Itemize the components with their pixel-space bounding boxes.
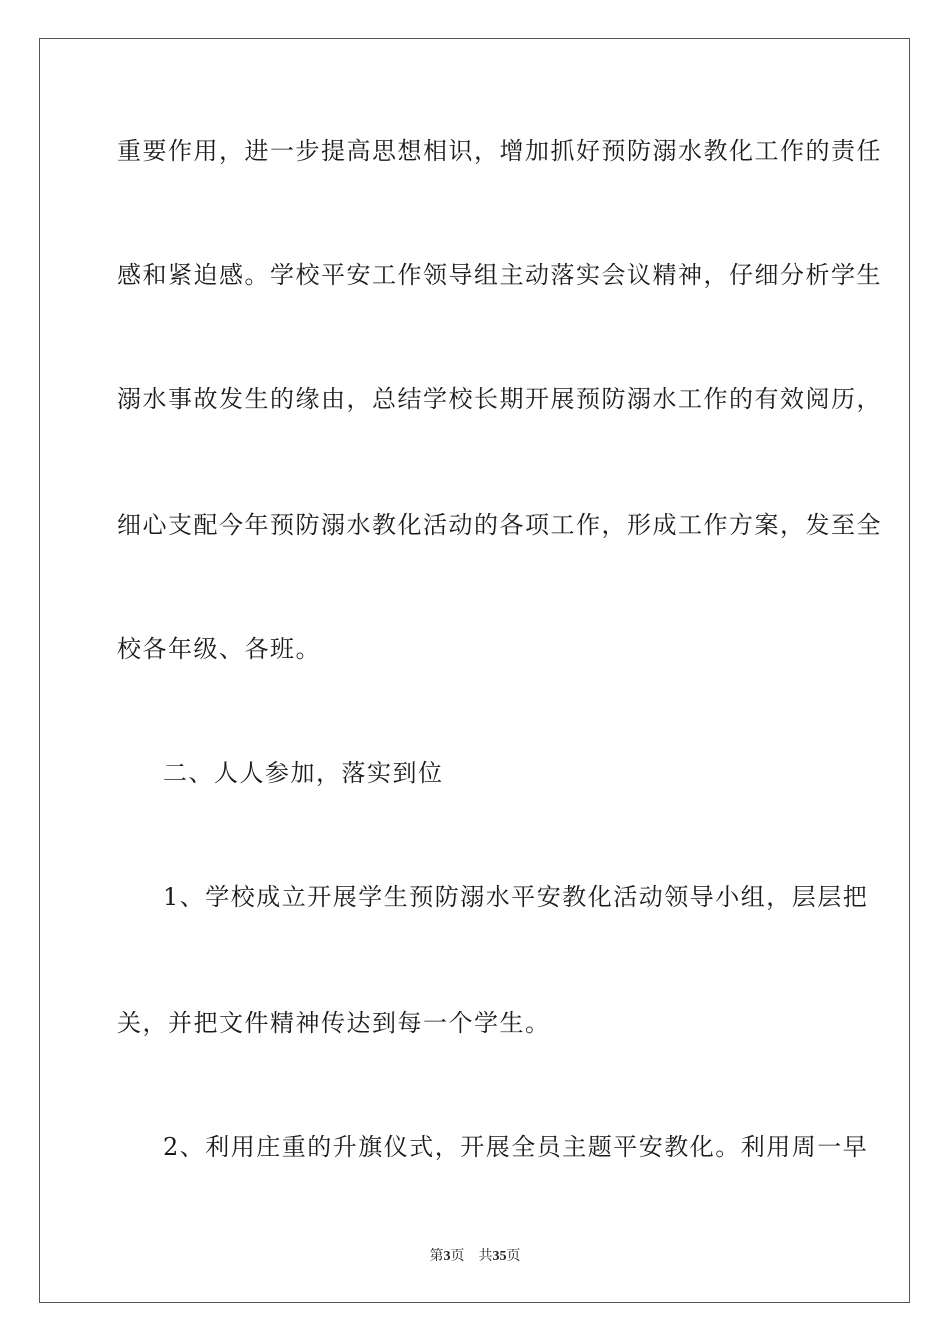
footer-total-prefix: 共 — [478, 1249, 493, 1264]
body-text-line: 溺水事故发生的缘由，总结学校长期开展预防溺水工作的有效阅历， — [117, 385, 882, 413]
footer-total-suffix: 页 — [506, 1249, 521, 1264]
body-text-line: 细心支配今年预防溺水教化活动的各项工作，形成工作方案，发至全 — [117, 511, 882, 539]
body-text-line: 重要作用，进一步提高思想相识，增加抓好预防溺水教化工作的责任 — [117, 137, 882, 165]
footer-current-page: 3 — [443, 1249, 451, 1264]
body-text-line: 关，并把文件精神传达到每一个学生。 — [117, 1009, 551, 1037]
footer-page-suffix: 页 — [450, 1249, 465, 1264]
body-text-line: 2、利用庄重的升旗仪式，开展全员主题平安教化。利用周一早 — [163, 1133, 869, 1161]
section-heading: 二、人人参加，落实到位 — [163, 759, 444, 787]
body-text-line: 1、学校成立开展学生预防溺水平安教化活动领导小组，层层把 — [163, 883, 869, 911]
page-border — [39, 38, 910, 1303]
body-text-line: 感和紧迫感。学校平安工作领导组主动落实会议精神，仔细分析学生 — [117, 261, 882, 289]
page-footer — [0, 1248, 950, 1266]
footer-page-prefix: 第 — [429, 1249, 444, 1264]
body-text-line: 校各年级、各班。 — [117, 635, 321, 663]
footer-total-pages: 35 — [492, 1249, 507, 1264]
